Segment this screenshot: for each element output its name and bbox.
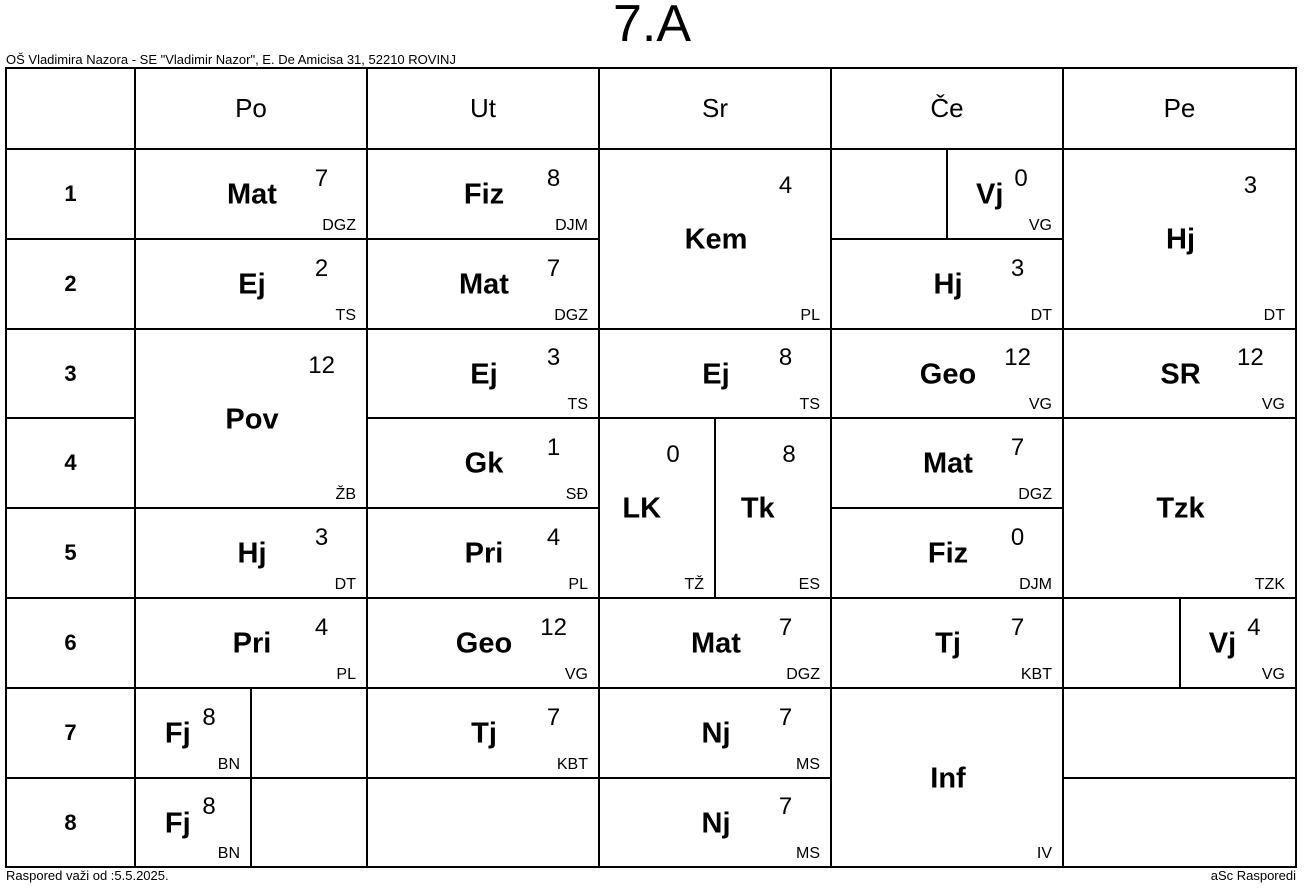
teacher-code: DT: [1030, 307, 1052, 324]
teacher-code: TS: [567, 396, 588, 413]
subject-label: Tj: [935, 627, 961, 660]
period-cell: [6, 598, 135, 688]
subject-label: Mat: [923, 447, 973, 480]
subject-label: Vj: [976, 178, 1004, 211]
teacher-code: DJM: [555, 217, 588, 234]
lesson-cell[interactable]: [831, 598, 1063, 688]
empty-cell: [367, 778, 599, 867]
lesson-cell[interactable]: [831, 688, 1063, 867]
day-header: Pe: [1063, 68, 1296, 149]
room-number: 8: [202, 703, 216, 731]
teacher-code: PL: [568, 576, 588, 593]
corner-cell: [6, 68, 135, 149]
empty-cell: [1063, 688, 1296, 778]
lesson-cell[interactable]: [135, 508, 367, 598]
period-cell: [6, 418, 135, 508]
room-number: 3: [546, 344, 561, 372]
lesson-cell[interactable]: [599, 149, 831, 329]
room-number: 7: [778, 613, 793, 641]
school-name: OŠ Vladimira Nazora - SE "Vladimir Nazor", E. De Amicisa 31, 52210 ROVINJ: [6, 52, 456, 67]
teacher-code: TS: [335, 307, 356, 324]
subject-label: Fj: [164, 807, 191, 839]
room-number: 1: [546, 433, 561, 461]
class-title: 7.A: [612, 0, 692, 53]
subject-label: Gk: [464, 447, 504, 480]
subject-label: Ej: [238, 268, 266, 301]
teacher-code: VG: [1028, 396, 1052, 413]
subject-label: LK: [622, 492, 662, 525]
lesson-cell[interactable]: [367, 149, 599, 239]
lesson-cell[interactable]: [367, 688, 599, 778]
period-number: 3: [64, 360, 77, 386]
subject-label: Ej: [702, 358, 730, 390]
lesson-cell[interactable]: [715, 418, 831, 598]
subject-label: Vj: [1208, 627, 1237, 660]
teacher-code: TŽ: [684, 576, 704, 593]
period-cell: [6, 508, 135, 598]
subject-label: Pri: [232, 627, 272, 660]
lesson-cell[interactable]: [135, 149, 367, 239]
period-number: 2: [64, 271, 77, 296]
subject-label: Inf: [930, 762, 966, 794]
teacher-code: DT: [1263, 307, 1285, 324]
teacher-code: BN: [217, 756, 240, 773]
teacher-code: DJM: [1019, 576, 1052, 593]
room-number: 7: [546, 254, 561, 282]
subject-label: Ej: [470, 358, 498, 390]
period-cell: [6, 149, 135, 239]
room-number: 3: [314, 523, 329, 551]
room-number: 8: [202, 793, 216, 821]
teacher-code: TZK: [1254, 576, 1285, 593]
teacher-code: MS: [796, 845, 820, 862]
room-number: 8: [546, 164, 561, 192]
lesson-cell[interactable]: [599, 688, 831, 778]
lesson-cell[interactable]: [367, 418, 599, 508]
subject-label: SR: [1160, 358, 1201, 390]
lesson-cell[interactable]: [599, 778, 831, 867]
day-header: Sr: [599, 68, 831, 149]
room-number: 4: [546, 523, 561, 551]
lesson-cell[interactable]: [831, 239, 1063, 329]
day-header: Če: [831, 68, 1063, 149]
subject-label: Kem: [684, 223, 748, 256]
room-number: 7: [778, 793, 793, 821]
lesson-cell[interactable]: [831, 508, 1063, 598]
room-number: 8: [782, 441, 796, 468]
empty-cell: [1063, 598, 1180, 688]
subject-label: Pri: [464, 537, 504, 570]
valid-from: Raspored važi od :5.5.2025.: [6, 868, 169, 883]
lesson-cell[interactable]: [831, 329, 1063, 418]
lesson-cell[interactable]: [599, 598, 831, 688]
teacher-code: VG: [1028, 217, 1052, 234]
subject-label: Tk: [740, 492, 775, 525]
subject-label: Fiz: [463, 178, 505, 211]
subject-label: Mat: [227, 178, 277, 211]
subject-label: Geo: [455, 627, 513, 660]
teacher-code: ES: [798, 576, 820, 593]
period-number: 7: [64, 720, 77, 745]
teacher-code: PL: [800, 307, 820, 324]
teacher-code: DT: [334, 576, 356, 593]
lesson-cell[interactable]: [135, 239, 367, 329]
room-number: 4: [314, 613, 329, 641]
period-number: 1: [64, 181, 77, 206]
teacher-code: PL: [336, 666, 356, 683]
lesson-cell[interactable]: [367, 329, 599, 418]
room-number: 0: [666, 441, 680, 468]
lesson-cell[interactable]: [1063, 418, 1296, 598]
teacher-code: VG: [1261, 666, 1285, 683]
subject-label: Hj: [237, 537, 267, 570]
day-header: Po: [135, 68, 367, 149]
subject-label: Pov: [225, 403, 279, 435]
teacher-code: IV: [1036, 845, 1052, 862]
period-number: 4: [64, 450, 77, 475]
lesson-cell[interactable]: [135, 598, 367, 688]
teacher-code: MS: [796, 756, 820, 773]
room-number: 0: [1010, 523, 1025, 551]
room-number: 7: [778, 703, 793, 731]
room-number: 3: [1010, 254, 1025, 282]
room-number: 7: [314, 164, 329, 192]
subject-label: Geo: [919, 358, 977, 390]
lesson-cell[interactable]: [1063, 329, 1296, 418]
teacher-code: TS: [799, 396, 820, 413]
teacher-code: BN: [217, 845, 240, 862]
lesson-cell[interactable]: [135, 329, 367, 508]
teacher-code: DGZ: [554, 307, 588, 324]
room-number: 4: [1247, 613, 1261, 641]
room-number: 7: [546, 703, 561, 731]
room-number: 8: [778, 344, 793, 372]
subject-label: Fiz: [927, 537, 969, 570]
empty-cell: [831, 149, 947, 239]
lesson-cell[interactable]: [1063, 149, 1296, 329]
room-number: 4: [778, 172, 793, 199]
room-number: 12: [1004, 344, 1031, 372]
room-number: 12: [308, 351, 335, 379]
period-number: 5: [64, 540, 77, 565]
room-number: 7: [1010, 433, 1025, 461]
empty-cell: [1063, 778, 1296, 867]
period-number: 8: [64, 809, 77, 835]
empty-cell: [251, 778, 367, 867]
lesson-cell[interactable]: [599, 418, 715, 598]
lesson-cell[interactable]: [135, 688, 251, 778]
period-cell: [6, 239, 135, 329]
lesson-cell[interactable]: [947, 149, 1063, 239]
room-number: 12: [1237, 344, 1264, 372]
subject-label: Tj: [471, 717, 497, 750]
period-cell: [6, 778, 135, 867]
room-number: 12: [540, 613, 567, 641]
room-number: 7: [1010, 613, 1025, 641]
teacher-code: SĐ: [565, 486, 588, 503]
teacher-code: DGZ: [322, 217, 356, 234]
teacher-code: VG: [564, 666, 588, 683]
subject-label: Mat: [691, 627, 741, 660]
subject-label: Nj: [701, 807, 731, 839]
period-cell: [6, 688, 135, 778]
software-credit: aSc Rasporedi: [1210, 868, 1296, 883]
day-header: Ut: [367, 68, 599, 149]
subject-label: Hj: [933, 268, 963, 301]
header-column-divider: [134, 68, 136, 867]
lesson-cell[interactable]: [1180, 598, 1297, 688]
lesson-cell[interactable]: [135, 778, 251, 867]
subject-label: Fj: [164, 717, 191, 750]
subject-label: Mat: [459, 268, 509, 301]
teacher-code: DGZ: [1018, 486, 1052, 503]
teacher-code: DGZ: [786, 666, 820, 683]
teacher-code: KBT: [556, 756, 588, 773]
subject-label: Nj: [701, 717, 731, 750]
teacher-code: KBT: [1020, 666, 1052, 683]
empty-cell: [251, 688, 367, 778]
room-number: 0: [1014, 164, 1028, 192]
subject-label: Tzk: [1156, 492, 1205, 525]
lesson-cell[interactable]: [831, 418, 1063, 508]
lesson-cell[interactable]: [367, 239, 599, 329]
header-row-divider: [6, 148, 1296, 150]
period-cell: [6, 329, 135, 418]
subject-label: Hj: [1166, 223, 1195, 256]
period-number: 6: [64, 630, 77, 655]
lesson-cell[interactable]: [367, 508, 599, 598]
room-number: 2: [314, 254, 329, 282]
teacher-code: VG: [1261, 396, 1285, 413]
room-number: 3: [1243, 172, 1258, 199]
lesson-cell[interactable]: [367, 598, 599, 688]
lesson-cell[interactable]: [599, 329, 831, 418]
teacher-code: ŽB: [335, 486, 356, 503]
